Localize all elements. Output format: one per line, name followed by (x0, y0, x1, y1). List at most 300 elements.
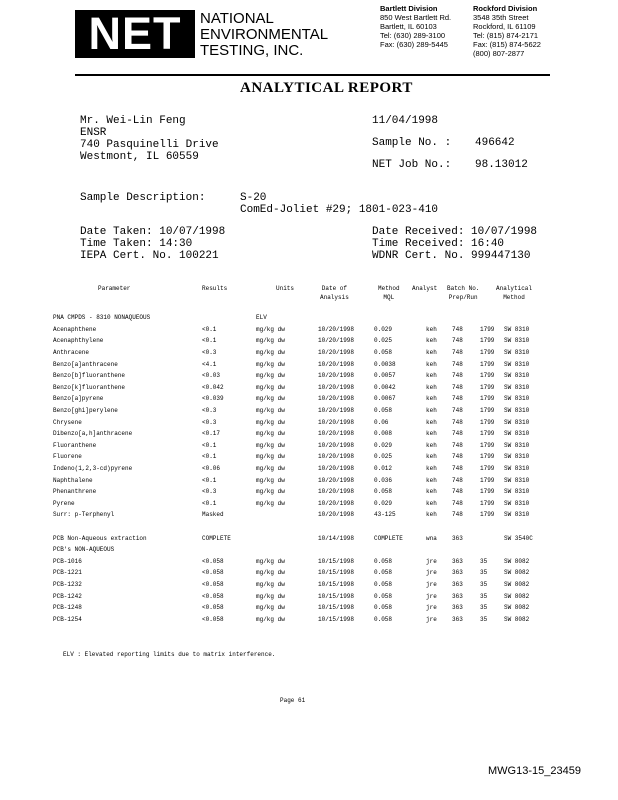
client-address (80, 115, 219, 163)
cell-param: Chrysene (53, 418, 82, 426)
cell-result: <0.3 (202, 488, 217, 496)
cell-batch-run: 35 (480, 569, 488, 577)
cell-result: <0.058 (202, 615, 224, 623)
cell-date: 10/15/1998 (318, 569, 355, 577)
cell-batch-run: 1799 (480, 511, 495, 519)
job-no-label: NET Job No.: (372, 159, 452, 171)
cell-units: mg/kg dw (256, 569, 285, 577)
cell-param: Pyrene (53, 499, 75, 507)
cell-units: mg/kg dw (256, 465, 285, 473)
rockford-address2: Rockford, IL 61109 (473, 22, 536, 31)
company-line: NATIONAL (200, 10, 274, 27)
company-line: TESTING, INC. (200, 42, 304, 59)
cell-batch-prep: 748 (452, 337, 463, 345)
table-row (53, 486, 544, 498)
rockford-name: Rockford Division (473, 4, 538, 13)
cell-result: <0.1 (202, 441, 217, 449)
cell-analyst: keh (426, 407, 437, 415)
cell-method: SW 8310 (504, 441, 530, 449)
cell-batch-prep: 363 (452, 592, 463, 600)
cell-param: Acenaphthylene (53, 337, 104, 345)
bartlett-address2: Bartlett, IL 60103 (380, 22, 437, 31)
cell-method: SW 8082 (504, 569, 530, 577)
cell-analyst: keh (426, 349, 437, 357)
cell-date: 10/20/1998 (318, 349, 355, 357)
bartlett-address1: 850 West Bartlett Rd. (380, 13, 452, 22)
cell-analyst: keh (426, 383, 437, 391)
cell-analyst: keh (426, 337, 437, 345)
cell-method (504, 521, 544, 533)
cell-mql (374, 521, 426, 533)
col-date-analysis (320, 284, 349, 302)
cell-date: 10/20/1998 (318, 453, 355, 461)
cell-batch-prep: 363 (452, 615, 463, 623)
cell-batch-prep: 748 (452, 418, 463, 426)
cell-units (256, 521, 318, 533)
cell-units: mg/kg dw (256, 604, 285, 612)
footnote: ELV : Elevated reporting limits due to matrix interference. (63, 651, 276, 658)
cell-result: <0.06 (202, 465, 221, 473)
cell-batch-prep: 363 (452, 604, 463, 612)
cell-batch-run: 35 (480, 604, 488, 612)
table-row (53, 579, 544, 591)
cell-result: <0.058 (202, 580, 224, 588)
cell-mql: 0.058 (374, 615, 393, 623)
cell-batch-run: 1799 (480, 418, 495, 426)
cell-result: <0.1 (202, 337, 217, 345)
table-row (53, 532, 544, 544)
cell-analyst: keh (426, 441, 437, 449)
cell-result: <0.1 (202, 325, 217, 333)
cell-units: mg/kg dw (256, 372, 285, 380)
cell-date: 10/15/1998 (318, 592, 355, 600)
cell-mql: 0.058 (374, 604, 393, 612)
cell-date (318, 521, 374, 533)
cell-analyst (426, 521, 452, 533)
cell-param: PCB Non-Aqueous extraction (53, 534, 147, 542)
cell-batch-prep (452, 521, 480, 533)
col-method: Method (378, 285, 400, 292)
table-row (53, 498, 544, 510)
sample-no: 496642 (475, 137, 515, 149)
cell-mql (374, 544, 426, 556)
cell-batch-prep: 748 (452, 465, 463, 473)
table-row (53, 567, 544, 579)
cell-mql: 0.058 (374, 580, 393, 588)
cell-result: COMPLETE (202, 534, 231, 542)
cell-date: 10/20/1998 (318, 325, 355, 333)
cell-batch-run (480, 544, 504, 556)
registered-mark: ® (185, 50, 192, 60)
cell-mql: 0.0042 (374, 383, 396, 391)
cell-method: SW 8310 (504, 453, 530, 461)
client-address2: Westmont, IL 60559 (80, 151, 199, 163)
cell-mql: 0.0038 (374, 360, 396, 368)
cell-batch-prep: 748 (452, 488, 463, 496)
cell-mql: 43-125 (374, 511, 396, 519)
time-taken: Time Taken: 14:30 (80, 238, 193, 250)
cell-date: 10/15/1998 (318, 604, 355, 612)
cell-analyst: keh (426, 430, 437, 438)
cell-mql: 0.029 (374, 441, 393, 449)
cell-result: <0.058 (202, 557, 224, 565)
cell-batch-prep: 748 (452, 383, 463, 391)
cell-batch-run: 1799 (480, 395, 495, 403)
cell-param: Surr: p-Terphenyl (53, 511, 115, 519)
net-logo: NET (75, 10, 195, 58)
cell-units: mg/kg dw (256, 383, 285, 391)
cell-batch-prep: 748 (452, 372, 463, 380)
cell-analyst: keh (426, 395, 437, 403)
cell-analyst: jre (426, 569, 437, 577)
cell-result: <0.3 (202, 349, 217, 357)
cell-result: Masked (202, 511, 224, 519)
cell-mql: 0.0067 (374, 395, 396, 403)
cell-analyst: jre (426, 615, 437, 623)
cell-result: <0.058 (202, 592, 224, 600)
cell-units: mg/kg dw (256, 499, 285, 507)
cell-method: SW 8310 (504, 499, 530, 507)
job-no: 98.13012 (475, 159, 528, 171)
cell-batch-run: 1799 (480, 465, 495, 473)
col-analyst: Analyst (412, 285, 438, 292)
cell-param: Benzo[ghi]perylene (53, 407, 118, 415)
bartlett-name: Bartlett Division (380, 4, 438, 13)
table-row (53, 602, 544, 614)
table-row (53, 312, 544, 324)
cell-mql: 0.0057 (374, 372, 396, 380)
cell-date: 10/14/1998 (318, 534, 355, 542)
cell-param: PCB-1254 (53, 615, 82, 623)
cell-mql: 0.058 (374, 349, 393, 357)
cell-date: 10/20/1998 (318, 430, 355, 438)
cell-batch-run (480, 312, 504, 324)
cell-param: PCB-1242 (53, 592, 82, 600)
cell-date: 10/20/1998 (318, 395, 355, 403)
cell-result: <0.1 (202, 453, 217, 461)
bartlett-fax: Fax: (630) 289-5445 (380, 40, 448, 49)
header-rule (75, 74, 550, 76)
cell-batch-run: 1799 (480, 476, 495, 484)
cell-batch-prep: 748 (452, 360, 463, 368)
col-date-of: Date of (321, 285, 348, 292)
cell-result: <0.042 (202, 383, 224, 391)
cell-result: <0.1 (202, 499, 217, 507)
cell-param: Fluoranthene (53, 441, 97, 449)
cell-batch-prep: 748 (452, 430, 463, 438)
cell-units: mg/kg dw (256, 395, 285, 403)
table-row (53, 521, 544, 533)
cell-analyst (426, 312, 452, 324)
table-row (53, 335, 544, 347)
table-row (53, 358, 544, 370)
cell-batch-prep: 363 (452, 580, 463, 588)
table-row (53, 509, 544, 521)
cell-param (53, 521, 202, 533)
results-table (53, 312, 544, 625)
date-taken: Date Taken: 10/07/1998 (80, 226, 226, 238)
cell-date: 10/20/1998 (318, 465, 355, 473)
cell-date: 10/20/1998 (318, 407, 355, 415)
cell-batch-prep: 363 (452, 557, 463, 565)
cell-date: 10/20/1998 (318, 499, 355, 507)
cell-param: PCB-1248 (53, 604, 82, 612)
cell-units (256, 544, 318, 556)
rockford-fax: Fax: (815) 874-5622 (473, 40, 541, 49)
cell-date: 10/20/1998 (318, 441, 355, 449)
cell-param: PCB-1232 (53, 580, 82, 588)
table-row (53, 416, 544, 428)
time-received: Time Received: 16:40 (372, 238, 505, 250)
cell-batch-prep: 363 (452, 569, 463, 577)
cell-param: PCB's NON-AQUEOUS (53, 546, 115, 554)
cell-units (256, 532, 318, 544)
company-line: ENVIRONMENTAL (200, 26, 329, 43)
cell-analyst: keh (426, 488, 437, 496)
cell-units: mg/kg dw (256, 476, 285, 484)
cell-result (202, 544, 256, 556)
cell-date: 10/20/1998 (318, 372, 355, 380)
col-units: Units (276, 285, 295, 292)
cell-units: mg/kg dw (256, 337, 285, 345)
cell-analyst: keh (426, 511, 437, 519)
cell-param: PCB-1221 (53, 569, 82, 577)
cell-date: 10/20/1998 (318, 418, 355, 426)
cell-batch-prep: 363 (452, 534, 463, 542)
cell-batch-run: 1799 (480, 499, 495, 507)
cell-param: Naphthalene (53, 476, 93, 484)
cell-batch-run: 1799 (480, 349, 495, 357)
cell-units: mg/kg dw (256, 557, 285, 565)
cell-result: <0.3 (202, 407, 217, 415)
table-row (53, 347, 544, 359)
cell-method (504, 544, 544, 556)
cell-method: SW 8310 (504, 395, 530, 403)
cell-param: Fluorene (53, 453, 82, 461)
col-method-mql (378, 284, 400, 302)
col-analytical: Analytical (496, 285, 533, 292)
cell-units: mg/kg dw (256, 441, 285, 449)
cell-method: SW 8310 (504, 465, 530, 473)
rockford-address1: 3548 35th Street (473, 13, 529, 22)
cell-method: SW 8310 (504, 349, 530, 357)
bartlett-tel: Tel: (630) 289-3100 (380, 31, 446, 40)
cell-analyst: wna (426, 534, 437, 542)
table-row (53, 474, 544, 486)
table-row (53, 544, 544, 556)
cell-mql: 0.058 (374, 557, 393, 565)
cell-analyst: keh (426, 465, 437, 473)
cell-result: <0.03 (202, 372, 221, 380)
cell-analyst: keh (426, 360, 437, 368)
table-row (53, 393, 544, 405)
cell-method: SW 8310 (504, 325, 530, 333)
cell-date: 10/15/1998 (318, 557, 355, 565)
client-name: Mr. Wei-Lin Feng (80, 115, 186, 127)
rockford-division (473, 4, 541, 58)
cell-mql: 0.058 (374, 592, 393, 600)
table-row (53, 590, 544, 602)
cell-method: SW 8310 (504, 360, 530, 368)
page-number: Page 61 (280, 697, 306, 704)
cell-date: 10/20/1998 (318, 488, 355, 496)
cell-param: Benzo[a]anthracene (53, 360, 118, 368)
cell-mql: 0.029 (374, 325, 393, 333)
col-batch (447, 284, 479, 302)
cell-batch-prep: 748 (452, 407, 463, 415)
cell-param: Phenanthrene (53, 488, 97, 496)
col-batch-no: Batch No. (447, 285, 480, 292)
cell-date: 10/20/1998 (318, 383, 355, 391)
cell-mql: 0.025 (374, 337, 393, 345)
table-row (53, 324, 544, 336)
cell-batch-run: 1799 (480, 407, 495, 415)
cell-units: mg/kg dw (256, 430, 285, 438)
cell-result (202, 312, 256, 324)
cell-mql: 0.058 (374, 407, 393, 415)
cell-units: mg/kg dw (256, 360, 285, 368)
cell-units: mg/kg dw (256, 453, 285, 461)
cell-param: Acenaphthene (53, 325, 97, 333)
cell-mql: 0.025 (374, 453, 393, 461)
cell-mql: 0.036 (374, 476, 393, 484)
col-prep-run: Prep/Run (448, 294, 478, 301)
sample-no-label: Sample No. : (372, 137, 452, 149)
cell-batch-run: 1799 (480, 430, 495, 438)
cell-batch-prep: 748 (452, 349, 463, 357)
table-row (53, 370, 544, 382)
cell-batch-run (480, 521, 504, 533)
cell-method: SW 8310 (504, 418, 530, 426)
cell-analyst: keh (426, 499, 437, 507)
cell-units: mg/kg dw (256, 407, 285, 415)
date-received: Date Received: 10/07/1998 (372, 226, 538, 238)
cell-units: ELV (256, 314, 267, 322)
cell-batch-prep: 748 (452, 441, 463, 449)
cell-method: SW 3540C (504, 534, 533, 542)
cell-method: SW 8310 (504, 337, 530, 345)
cell-batch-prep: 748 (452, 499, 463, 507)
cell-batch-prep: 748 (452, 453, 463, 461)
cell-method: SW 8082 (504, 604, 530, 612)
cell-method: SW 8310 (504, 430, 530, 438)
cell-date: 10/15/1998 (318, 580, 355, 588)
cell-units: mg/kg dw (256, 488, 285, 496)
cell-batch-run: 1799 (480, 453, 495, 461)
cell-units: mg/kg dw (256, 349, 285, 357)
cell-batch-run: 1799 (480, 383, 495, 391)
rockford-phone: (800) 807-2877 (473, 49, 525, 58)
cell-units: mg/kg dw (256, 580, 285, 588)
sample-description-line1: S-20 (240, 192, 267, 204)
cell-date (318, 544, 374, 556)
cell-mql: 0.008 (374, 430, 393, 438)
col-analytical-method (496, 284, 532, 302)
cell-param: Anthracene (53, 349, 90, 357)
company-name (200, 11, 328, 59)
col-method2: Method (503, 294, 525, 301)
cell-batch-run (480, 532, 504, 544)
cell-param: PCB-1016 (53, 557, 82, 565)
cell-method: SW 8310 (504, 372, 530, 380)
cell-mql: 0.058 (374, 569, 393, 577)
cell-method: SW 8310 (504, 476, 530, 484)
report-date: 11/04/1998 (372, 115, 439, 127)
cell-units (256, 509, 318, 521)
cell-units: mg/kg dw (256, 418, 285, 426)
cell-batch-prep: 748 (452, 511, 463, 519)
cell-result: <0.1 (202, 476, 217, 484)
cell-units: mg/kg dw (256, 615, 285, 623)
cell-result: <4.1 (202, 360, 217, 368)
cell-analyst: jre (426, 604, 437, 612)
cell-analyst: keh (426, 453, 437, 461)
sample-description-line2: ComEd-Joliet #29; 1801-023-410 (240, 204, 439, 216)
cell-batch-run: 35 (480, 580, 488, 588)
cell-param: Benzo[b]fluoranthene (53, 372, 126, 380)
cell-method: SW 8310 (504, 511, 530, 519)
cell-method: SW 8082 (504, 580, 530, 588)
cell-param: Benzo[a]pyrene (53, 395, 104, 403)
cell-method: SW 8082 (504, 592, 530, 600)
table-row (53, 440, 544, 452)
cell-mql (374, 312, 426, 324)
cell-result: <0.3 (202, 418, 217, 426)
cell-result: <0.039 (202, 395, 224, 403)
cell-analyst: jre (426, 557, 437, 565)
cell-batch-run: 1799 (480, 325, 495, 333)
cell-analyst: jre (426, 592, 437, 600)
wdnr-cert: WDNR Cert. No. 999447130 (372, 250, 531, 262)
cell-date (318, 312, 374, 324)
cell-mql: 0.06 (374, 418, 389, 426)
document-id: MWG13-15_23459 (488, 765, 581, 777)
cell-date: 10/20/1998 (318, 476, 355, 484)
cell-units: mg/kg dw (256, 325, 285, 333)
cell-date: 10/15/1998 (318, 615, 355, 623)
iepa-cert: IEPA Cert. No. 100221 (80, 250, 219, 262)
col-results: Results (202, 285, 228, 292)
cell-batch-run: 1799 (480, 441, 495, 449)
cell-batch-run: 1799 (480, 360, 495, 368)
table-row (53, 451, 544, 463)
cell-batch-prep (452, 312, 480, 324)
dates-right (372, 226, 537, 262)
cell-mql: COMPLETE (374, 534, 403, 542)
cell-batch-run: 35 (480, 615, 488, 623)
cell-mql: 0.029 (374, 499, 393, 507)
table-row (53, 555, 544, 567)
cell-date: 10/20/1998 (318, 337, 355, 345)
cell-date: 10/20/1998 (318, 511, 355, 519)
client-address1: 740 Pasquinelli Drive (80, 139, 219, 151)
cell-analyst: keh (426, 372, 437, 380)
cell-batch-prep: 748 (452, 476, 463, 484)
cell-result: <0.17 (202, 430, 221, 438)
sample-description-label: Sample Description: (80, 192, 206, 204)
col-analysis: Analysis (320, 294, 349, 301)
cell-batch-run: 35 (480, 557, 488, 565)
cell-batch-prep: 748 (452, 395, 463, 403)
table-row (53, 613, 544, 625)
cell-result (202, 521, 256, 533)
col-parameter: Parameter (98, 285, 131, 292)
cell-param: Indeno(1,2,3-cd)pyrene (53, 465, 133, 473)
cell-batch-prep: 748 (452, 325, 463, 333)
cell-method: SW 8310 (504, 407, 530, 415)
dates-left (80, 226, 225, 262)
cell-batch-prep (452, 544, 480, 556)
